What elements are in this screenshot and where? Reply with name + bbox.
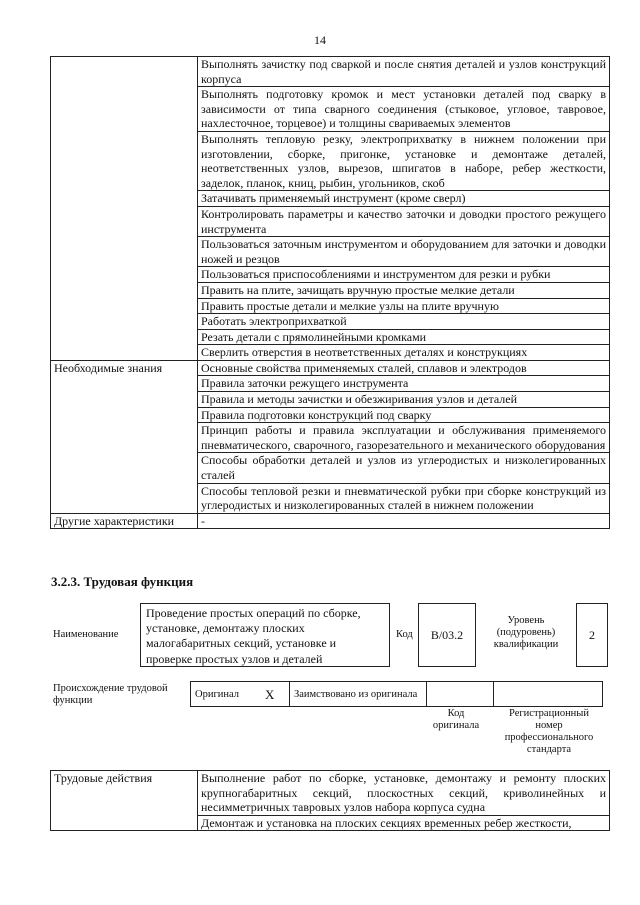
other-characteristics-label: Другие характеристики	[51, 513, 198, 529]
knowledge-cell: Правила заточки режущего инструмента	[198, 376, 610, 392]
reg-number-cell	[494, 682, 603, 707]
code-original-caption: Код оригинала	[432, 708, 480, 731]
origin-table	[190, 681, 603, 707]
skill-cell: Выполнять тепловую резку, электроприхватку в нижнем положении при изготовлении, сборке, пригонке, установке и демонтаже деталей, неответственных узлов, вырезов, шпигатов в наборе, ребер жесткости, заделок, планок, книц, рыбин, угольников, скоб	[198, 131, 610, 190]
skill-cell: Пользоваться заточным инструментом и оборудованием для заточки и доводки ножей и резцов	[198, 237, 610, 267]
skill-cell: Резать детали с прямолинейными кромками	[198, 329, 610, 345]
labour-actions-table	[50, 770, 610, 831]
labour-action-cell: Выполнение работ по сборке, установке, демонтажу и ремонту плоских крупногабаритных секций, плоскостных секций, криволинейных и несимметричных тавровых узлов набора корпуса судна	[198, 771, 610, 816]
level-value-box: 2	[576, 603, 608, 667]
code-value-box: B/03.2	[418, 603, 476, 667]
code-label: Код	[396, 629, 413, 640]
other-characteristics-value: -	[198, 513, 610, 529]
skill-cell: Контролировать параметры и качество заточки и доводки простого режущего инструмента	[198, 206, 610, 236]
table-row	[51, 360, 610, 376]
name-label: Наименование	[53, 629, 119, 640]
skill-cell: Пользоваться приспособлениями и инструментом для резки и рубки	[198, 267, 610, 283]
table-row	[51, 513, 610, 529]
skill-cell: Выполнять зачистку под сваркой и после снятия деталей и узлов конструкций корпуса	[198, 57, 610, 87]
knowledge-cell: Способы обработки деталей и узлов из углеродистых и низколегированных сталей	[198, 453, 610, 483]
skill-cell: Сверлить отверстия в неответственных деталях и конструкциях	[198, 345, 610, 361]
original-label: Оригинал	[191, 682, 262, 707]
skill-cell: Править на плите, зачищать вручную простые мелкие детали	[198, 282, 610, 298]
skill-cell: Работать электроприхваткой	[198, 314, 610, 330]
knowledge-cell: Правила подготовки конструкций под сварку	[198, 407, 610, 423]
skills-label-cell	[51, 57, 198, 361]
skill-cell: Выполнять подготовку кромок и мест установки деталей под сварку в зависимости от типа сварного соединения (стыковое, угловое, тавровое, нахлесточное, торцевое) и толщины свариваемых элементов	[198, 87, 610, 132]
skill-cell: Затачивать применяемый инструмент (кроме сверл)	[198, 191, 610, 207]
borrowed-label: Заимствовано из оригинала	[290, 682, 427, 707]
knowledge-cell: Правила и методы зачистки и обезжиривания узлов и деталей	[198, 392, 610, 408]
knowledge-cell: Принцип работы и правила эксплуатации и обслуживания применяемого пневматического, сварочного, газорезательного и механического оборудования	[198, 423, 610, 453]
labour-actions-label: Трудовые действия	[51, 771, 198, 831]
reg-number-caption: Регистрационный номер профессионального стандарта	[504, 708, 594, 755]
knowledge-cell: Способы тепловой резки и пневматической рубки при сборке конструкций из углеродистых и низколегированных сталей в нижнем положении	[198, 483, 610, 513]
section-title: 3.2.3. Трудовая функция	[51, 574, 194, 589]
level-label: Уровень (подуровень) квалификации	[493, 615, 559, 650]
origin-label: Происхождение трудовой функции	[53, 683, 168, 706]
code-original-cell	[427, 682, 494, 707]
table-row	[51, 771, 610, 816]
function-name-box: Проведение простых операций по сборке, установке, демонтажу плоских малогабаритных секций, установке и проверке простых узлов и деталей	[140, 603, 390, 667]
page-number: 14	[314, 33, 326, 47]
original-mark: X	[261, 682, 290, 707]
labour-action-cell: Демонтаж и установка на плоских секциях временных ребер жесткости,	[198, 815, 610, 831]
skills-knowledge-table	[50, 56, 610, 529]
skill-cell: Править простые детали и мелкие узлы на плите вручную	[198, 298, 610, 314]
table-row	[191, 682, 603, 707]
table-row	[51, 57, 610, 87]
knowledge-label: Необходимые знания	[51, 360, 198, 513]
knowledge-cell: Основные свойства применяемых сталей, сплавов и электродов	[198, 360, 610, 376]
